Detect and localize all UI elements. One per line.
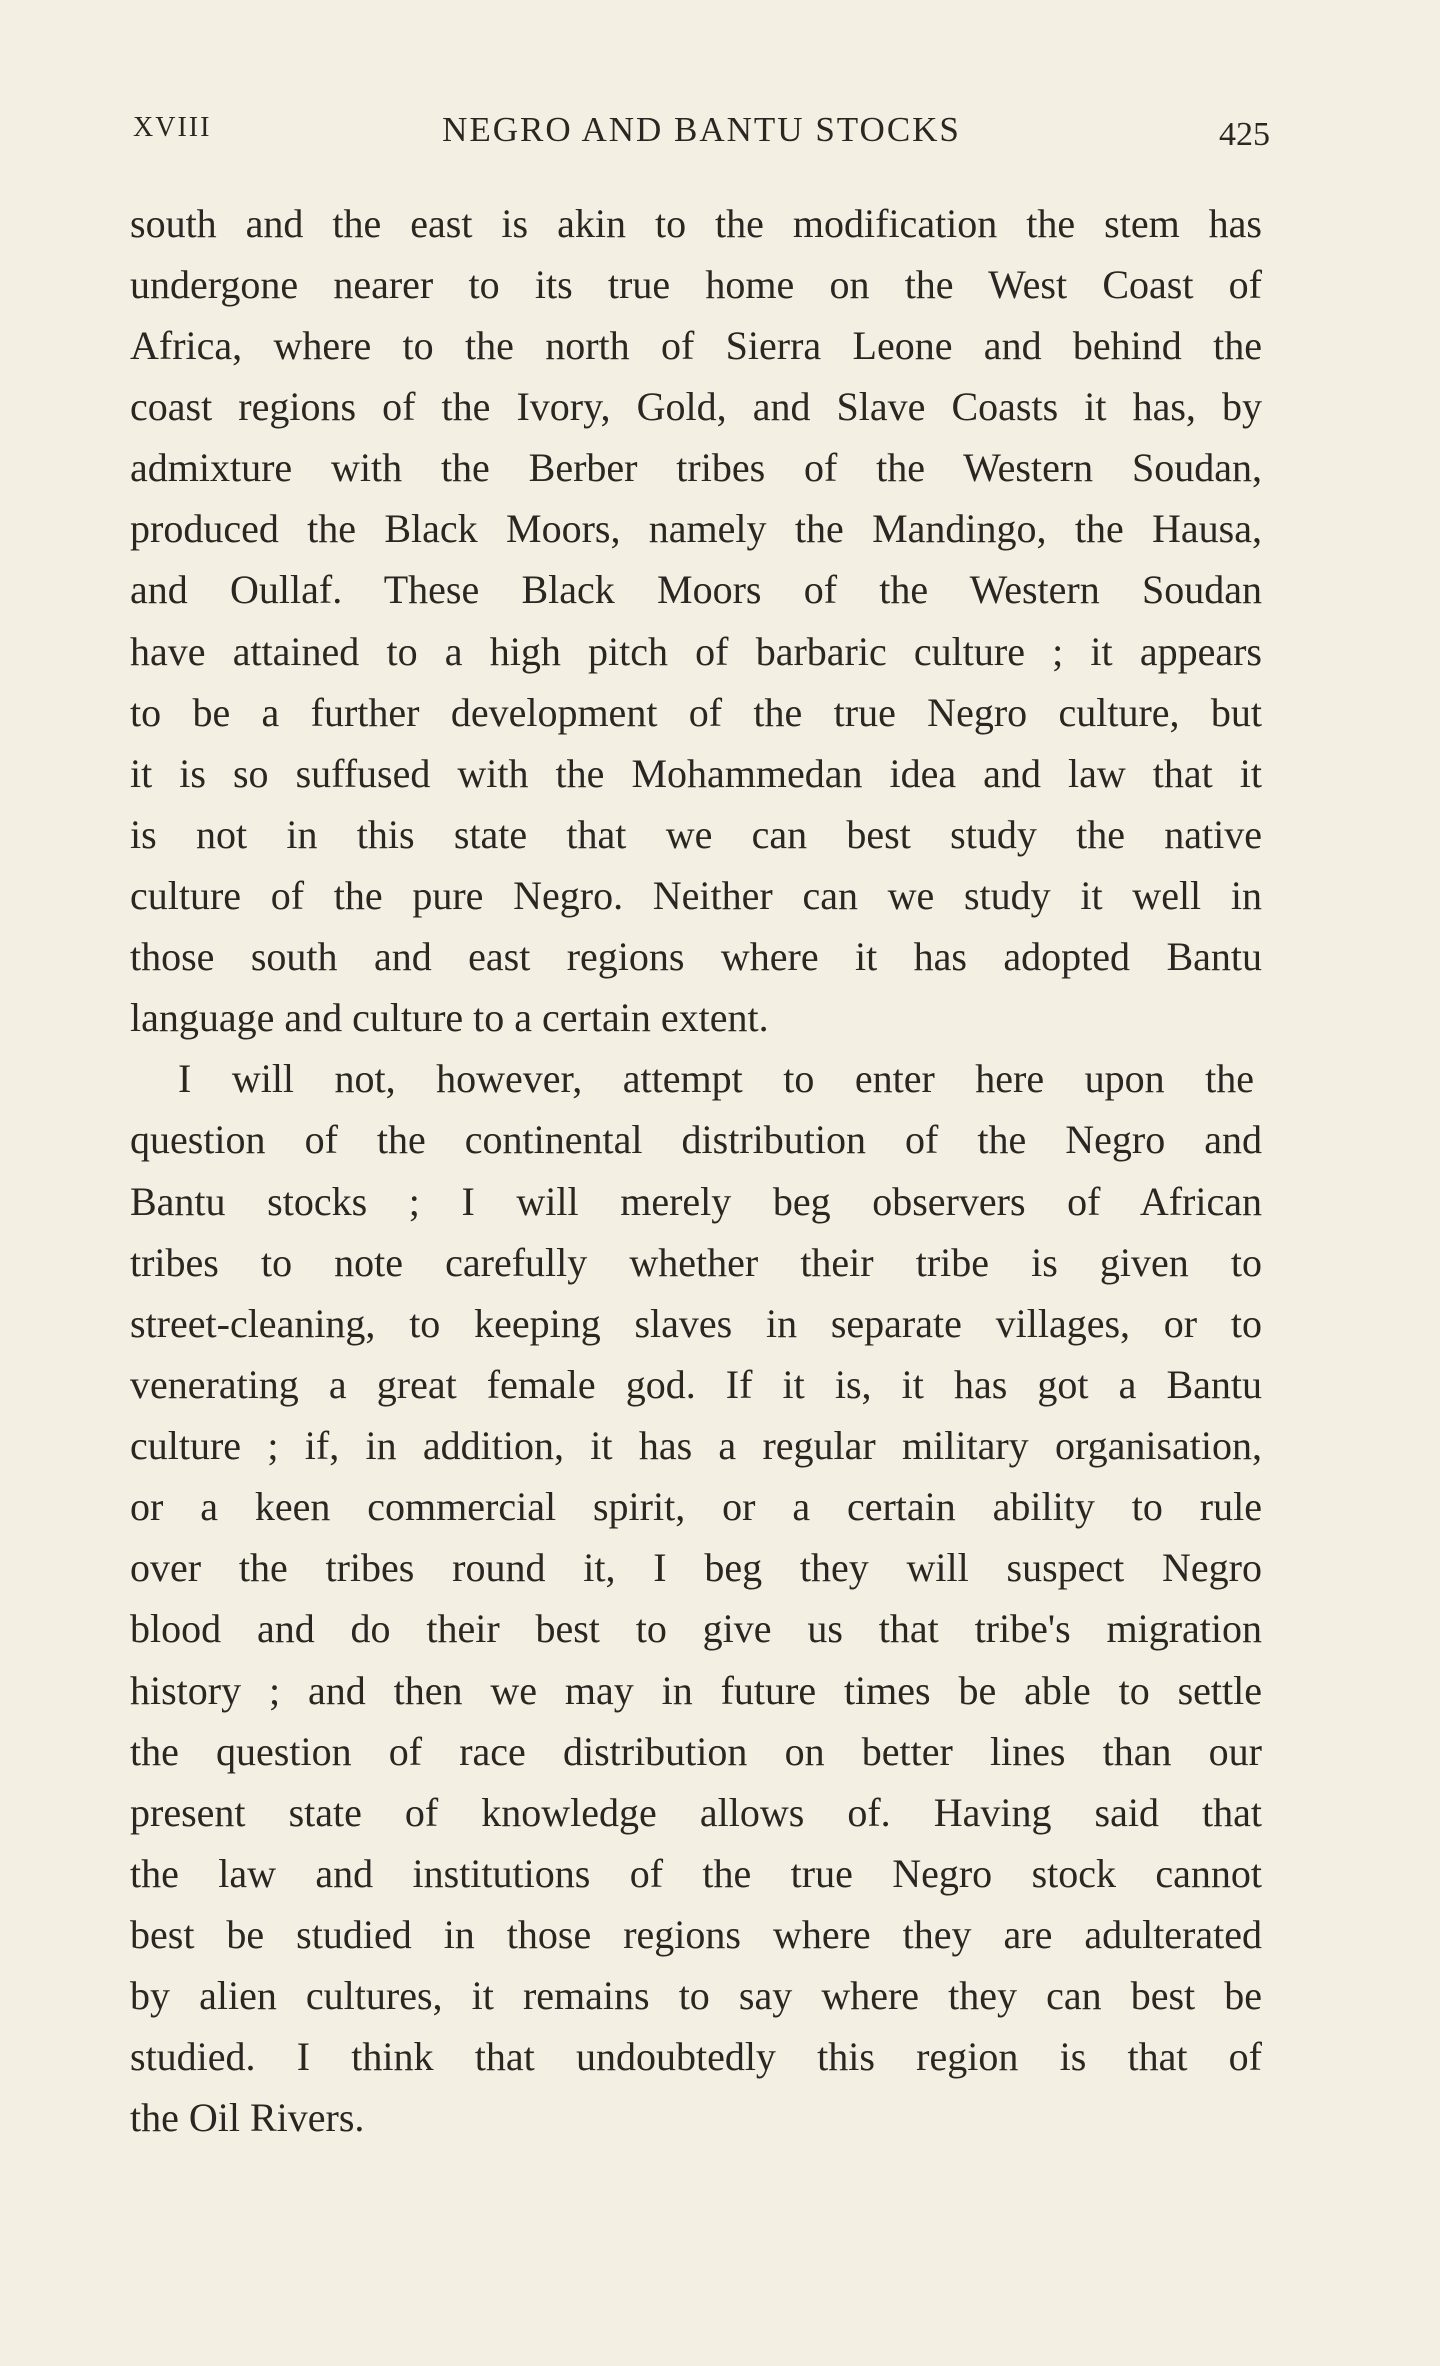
text-line: by alien cultures, it remains to say where they can best be — [130, 1973, 1262, 2018]
text-line: culture of the pure Negro. Neither can we study it well in — [130, 873, 1262, 918]
text-line: and Oullaf. These Black Moors of the Western Soudan — [130, 567, 1262, 612]
text-line: street-cleaning, to keeping slaves in separate villages, or to — [130, 1301, 1262, 1346]
text-line: Bantu stocks ; I will merely beg observers of African — [130, 1179, 1262, 1224]
text-line: admixture with the Berber tribes of the Western Soudan, — [130, 445, 1262, 490]
text-line: best be studied in those regions where they are adulterated — [130, 1912, 1262, 1957]
text-line: over the tribes round it, I beg they will suspect Negro — [130, 1545, 1262, 1590]
chapter-number: XVIII — [133, 112, 212, 143]
text-line: coast regions of the Ivory, Gold, and Slave Coasts it has, by — [130, 384, 1262, 429]
text-line: tribes to note carefully whether their tribe is given to — [130, 1240, 1262, 1285]
text-line: the question of race distribution on better lines than our — [130, 1729, 1262, 1774]
text-line: or a keen commercial spirit, or a certain ability to rule — [130, 1484, 1262, 1529]
text-line: it is so suffused with the Mohammedan idea and law that it — [130, 751, 1262, 796]
text-line: blood and do their best to give us that tribe's migration — [130, 1606, 1262, 1651]
text-line: undergone nearer to its true home on the West Coast of — [130, 262, 1262, 307]
text-line: question of the continental distribution of the Negro and — [130, 1117, 1262, 1162]
paragraph-indent-line: I will not, however, attempt to enter here upon the — [178, 1056, 1254, 1101]
text-line: is not in this state that we can best study the native — [130, 812, 1262, 857]
text-line: south and the east is akin to the modification the stem has — [130, 201, 1262, 246]
text-line: produced the Black Moors, namely the Mandingo, the Hausa, — [130, 506, 1262, 551]
text-line: present state of knowledge allows of. Having said that — [130, 1790, 1262, 1835]
text-line: venerating a great female god. If it is, it has got a Bantu — [130, 1362, 1262, 1407]
page-number: 425 — [1219, 116, 1270, 153]
text-line: have attained to a high pitch of barbaric culture ; it appears — [130, 629, 1262, 674]
text-line: studied. I think that undoubtedly this region is that of — [130, 2034, 1262, 2079]
paragraph-end-line: language and culture to a certain extent. — [130, 995, 769, 1040]
text-line: culture ; if, in addition, it has a regular military organisation, — [130, 1423, 1262, 1468]
text-line: those south and east regions where it has adopted Bantu — [130, 934, 1262, 979]
running-head — [133, 112, 1270, 162]
text-line: history ; and then we may in future times be able to settle — [130, 1668, 1262, 1713]
text-line: Africa, where to the north of Sierra Leone and behind the — [130, 323, 1262, 368]
paragraph-end-line: the Oil Rivers. — [130, 2095, 365, 2140]
text-line: to be a further development of the true Negro culture, but — [130, 690, 1262, 735]
running-title: NEGRO AND BANTU STOCKS — [442, 110, 961, 149]
text-line: the law and institutions of the true Negro stock cannot — [130, 1851, 1262, 1896]
